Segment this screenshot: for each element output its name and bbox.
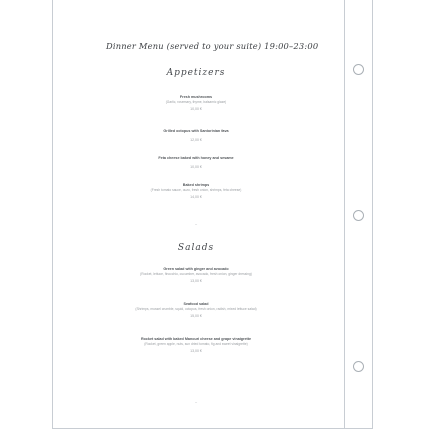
menu-item-price: 13,00 € — [190, 278, 202, 283]
binder-hole-top — [353, 64, 364, 75]
menu-item-description: (Shrimps, mussel crumble, squid, octopus, fresh onion, radish, mixed lettuce salad) — [135, 307, 257, 311]
menu-item-name: Fresh mushrooms — [179, 95, 213, 99]
menu-item-description: (Rocket, green apple, nuts, sun dried tomato, fig and sweet vinaigrette) — [144, 342, 248, 346]
menu-item — [110, 336, 282, 354]
menu-title: Dinner Menu (served to your suite) 19:00–23:00 — [106, 41, 319, 51]
menu-item-name: Baked shrimps — [182, 183, 210, 187]
menu-item-name: Rocket salad with baked Manouri cheese and grape vinaigrette — [140, 337, 252, 341]
menu-item-name: Grilled octopus with Santorinian fava — [163, 129, 229, 133]
menu-item-price: 10,00 € — [190, 165, 202, 169]
menu-item — [110, 266, 282, 284]
menu-item — [110, 301, 282, 319]
menu-item-description: (Garlic, rosemary, thyme, balsamic glaze) — [165, 100, 227, 104]
menu-item-description: (Rocket, lettuce, finocchio, cucumber, avocado, fresh onion, ginger dressing) — [140, 272, 252, 276]
section-heading-salads: Salads — [177, 243, 215, 253]
menu-item-price: 14,00 € — [190, 194, 202, 199]
section-separator: ~ — [194, 400, 198, 405]
binder-hole-middle — [353, 210, 364, 221]
menu-item — [110, 155, 282, 170]
section-separator: ~ — [194, 222, 198, 227]
menu-item-price: 12,00 € — [190, 138, 202, 142]
menu-item-name: Green salad with ginger and avocado — [163, 267, 229, 271]
menu-item-price: 15,00 € — [190, 313, 202, 318]
menu-item — [110, 182, 282, 200]
binder-hole-bottom — [353, 361, 364, 372]
menu-item-name: Seafood salad — [183, 302, 209, 306]
page-divider — [344, 0, 345, 429]
menu-item-name: Feta cheese baked with honey and sesame — [158, 156, 234, 160]
menu-item-price: 10,00 € — [190, 106, 202, 111]
menu-item — [110, 94, 282, 112]
menu-item-description: (Fresh tomato sauce, ouzo, fresh onion, shrimps, feta cheese) — [150, 188, 242, 192]
menu-page — [52, 0, 373, 429]
section-heading-appetizers: Appetizers — [166, 68, 226, 78]
menu-item-price: 13,00 € — [190, 348, 202, 353]
menu-item — [110, 128, 282, 143]
